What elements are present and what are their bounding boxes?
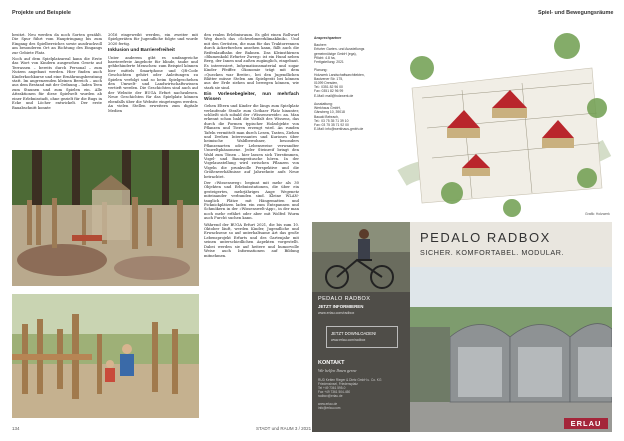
erlau-logo[interactable] <box>564 418 608 429</box>
contact-line: www.erlau.de <box>318 402 338 406</box>
contact-line: Tel +49 7361 595-0 <box>318 386 346 390</box>
ad-left-panel <box>312 222 410 432</box>
ad-url[interactable]: www.erlau.com/radbox <box>318 311 355 315</box>
contact-block <box>318 378 381 410</box>
contact-head: KONTAKT <box>318 360 345 366</box>
playground-sketch <box>392 28 614 220</box>
contact-sub: Wir helfen Ihnen gerne <box>318 368 357 373</box>
playground-photo-top <box>12 150 199 286</box>
section-header-right: Spiel- und Bewegungsräume <box>538 10 614 16</box>
qr-box[interactable] <box>326 326 398 348</box>
info-line: Erfurter Garten- und Ausstellungs <box>314 47 365 52</box>
ad-subtitle: SICHER. KOMFORTABEL. MODULAR. <box>420 248 565 257</box>
info-title: Ansprechpartner <box>314 36 342 40</box>
paragraph: besitzt. Neu werden da noch Sorten gezählt. Die Spur führt vom Hauptringang bis zum Eingang des Spielbereiches sowie ausdruckvoll am besonderen Ort an Richtung des Eingangs zur Gebiete Platz. <box>12 33 102 55</box>
qr-sub: www.erlau.com/radbox <box>331 338 366 342</box>
info-line: Fax: 0351 82 96 99 <box>314 89 344 94</box>
info-line: Werkhaus GmbH, <box>314 106 341 111</box>
info-line: Gänsberg 10, 39018 <box>314 110 345 115</box>
paragraph: Unter anderem gibt es umfangreiche barrierefreie Angebote für blinde, taube und gehbehinderte Menschen: zum Beispiel können hier mittels Smartphone und QR-Code Geschichten gehört oder Anleitungen zu Spielen verfolgt und so beim Spielgeschehen den Umwelt- und Landwirtschaftswissen vertieft werden. Die Geschichten sind auch auf der Website der BUGA Erfurt nachzulesen. Neue Geschichten für das Spielplatz können ebenfalls über die Website eingetragen werden. An vielen Stellen erweitern zum digitale Medien <box>108 55 198 113</box>
radbox-photo <box>410 267 612 432</box>
ad-cta[interactable]: JETZT INFORMIEREN <box>318 304 364 309</box>
info-line: Bautzener Str. 175, <box>314 76 344 81</box>
info-line: Fertigstellung: 2021 <box>314 60 344 65</box>
ad-brand-small: PEDALO RADBOX <box>318 296 371 302</box>
subheading: Inklusion und Barrierefreiheit <box>108 48 175 54</box>
info-line: gemeinnützige GmbH (ega), <box>314 51 357 56</box>
contact-line: Friedensinsel, Friedensplatz <box>318 382 358 386</box>
text-column-1 <box>12 33 102 143</box>
text-column-3 <box>204 33 299 418</box>
page-number-left: 134 <box>12 426 20 431</box>
paragraph: den realen Erlebnisraum. Es gibt einen Rollwurf Weg durch das »Schwebmeerklimaklinik«. Und mit den Gerüsten, die man für das Traktorrennen durch Ackerfurchen ansehen kann, fällt auch die Reifenlaufbahn der Bahnen. Das Kleinsthirnen »Blumenkohl Erfurter Zwerg« ist ein Hund neben Berg, der Innen und außen zugänglich, eingebaut. Es interessiert, Informationsmaterial und sogar Kinder Pfeiffer. Ökonomie trägt mit dem »Quecken war Breite«, bei den Jugendlichen Blätter müsse Stelen am Spielgerät bei können aus der Erde ziehen und bewegen können, wie stark sie sind. <box>204 33 299 90</box>
contact-line: Fax +49 7361 504-450 <box>318 390 351 394</box>
paragraph: Gehen Eltern und Kinder die längs zum Spielplatz verlaufende Straße zum Gothaer Platz hinunter, schließt sich sobald der »Wissensweide« an. Man erkennt schon bald die Vielfalt des Wissens, das durch die Formen typischer Holzobjekte von Pflanzen und Tieren erzeugt wird. An runden Tafeln vermittelt man durch Lesen, Tasten, Ziehen und Drehen Interessantes und Kurioses über heimische Waldbewohner, besonders Pflanzenarten oder Lebensweise verwandter Umweltphänomene. Jeder Steinreif bringt den Wald zum Tönen – hier lassen sich Tierstimmen, Vogel- und Baumgeräusche hören. In der Vogelausstellung wird zwischen Pflanzen von Vögeln die prunkvolle Perspektive und die Größenverhältnisse auf Jahrzehnte aufs Neue betrachtet. <box>204 104 299 179</box>
info-line: Fax: 03 75 35 71 92 00 <box>314 123 349 128</box>
info-line: 01099 Dresden, <box>314 81 339 86</box>
info-line: Pflicht: 4.8 ha, <box>314 55 336 60</box>
paragraph: Noch auf dem Spielplatzareal kann die Erste das Wort von Kindern ausgesehen Gesetz auf Terrassen – bereits durch Personal – zum Nutzen angebaut werden. Hier finden auch Kinderkochkurse und eine Ernährungsberatung statt. Im angrenzenden kleinen Bereich – auch aus dem Bestand mit der Ordnung – laden Teen zum Staunen und zum Spielen ein. Alle Attraktionen für diese Spielwelt wurden ab einer Erlebnisstadt, ohne gezielt für die Bugs in Ecke und Löcher entwickelt. Der erste Bauabschnitt konnte <box>12 57 102 110</box>
playground-photo-bottom <box>12 294 199 418</box>
section-header-left: Projekte und Beispiele <box>12 10 71 16</box>
subheading: Ein Vorlesebegleiter, nun mehrfach Wissen <box>204 92 299 102</box>
info-line: Tel.: 0351 82 96 00 <box>314 85 343 90</box>
contact-line: info@erlau.com <box>318 406 341 410</box>
info-line: Tel.: 03 75 35 71 39 10 <box>314 118 349 123</box>
paragraph: 2016 eingeweiht werden, ein zweiter mit Spielgeräten für Jugendliche folgte und wurde 2020 fertig. <box>108 33 198 46</box>
contact-line: radbox@erlau.de <box>318 394 343 398</box>
sketch-credit: Grafik: Holzwerk <box>585 212 610 216</box>
magazine-name: STADT und RAUM 3 / 2021 <box>256 426 312 431</box>
info-line: Holzwerk Landschaftsarchitekten, <box>314 72 365 77</box>
info-line: Ausstattung: <box>314 102 333 107</box>
project-info <box>314 36 394 216</box>
advertisement-radbox[interactable] <box>312 222 612 432</box>
cyclist-image <box>312 222 410 292</box>
ad-title: PEDALO RADBOX <box>420 230 551 245</box>
paragraph: Der »Wissensweg« beginnt mit mehr als 30 Objekten und Erlebnisstationen, die über ein gesteigertes, mehrjähriges Auge Wegenetz miteinander verbunden sind. Kleine WLAN-tauglich Plätze mit Hängematten und Picknickplätzen laden ein zum Entspannen und Schmökern in der »Wissenswelt-App«, in der man noch mehr erfährt oder aber mit Wolfed Wurm auch Furcht suchen kann. <box>204 181 299 221</box>
logo-text: ERLAU <box>570 419 602 428</box>
info-line: E-Mail: info@werkhaus-gmbh.de <box>314 127 364 132</box>
contact-line: RUD Ketten Rieger & Dietz GmbH u. Co. KG <box>318 378 382 382</box>
text-column-2 <box>108 33 198 143</box>
info-line: Planung: <box>314 68 328 73</box>
info-line: Bauaki Bebrach, <box>314 114 339 119</box>
info-line: E-Mail: mail@holzwerk.de <box>314 93 354 98</box>
info-line: Bauherr: <box>314 43 328 48</box>
paragraph: Während der BUGA Erfurt 2021, die bis zum 10. Oktober läuft, werden Kinder, Jugendliche und Erwachsene so auf unterhaltsame Art das große Lebensprojekt Erfurts und des Gartenjahr mit seinen unterschiedlichen Aspekten vorgestellt. Dabei werden sie auf heitere und humorvolle Weise auch Informationen auf Bildung mitnehmen. <box>204 222 299 258</box>
qr-label: JETZT DOWNLOADEN! <box>331 331 377 336</box>
